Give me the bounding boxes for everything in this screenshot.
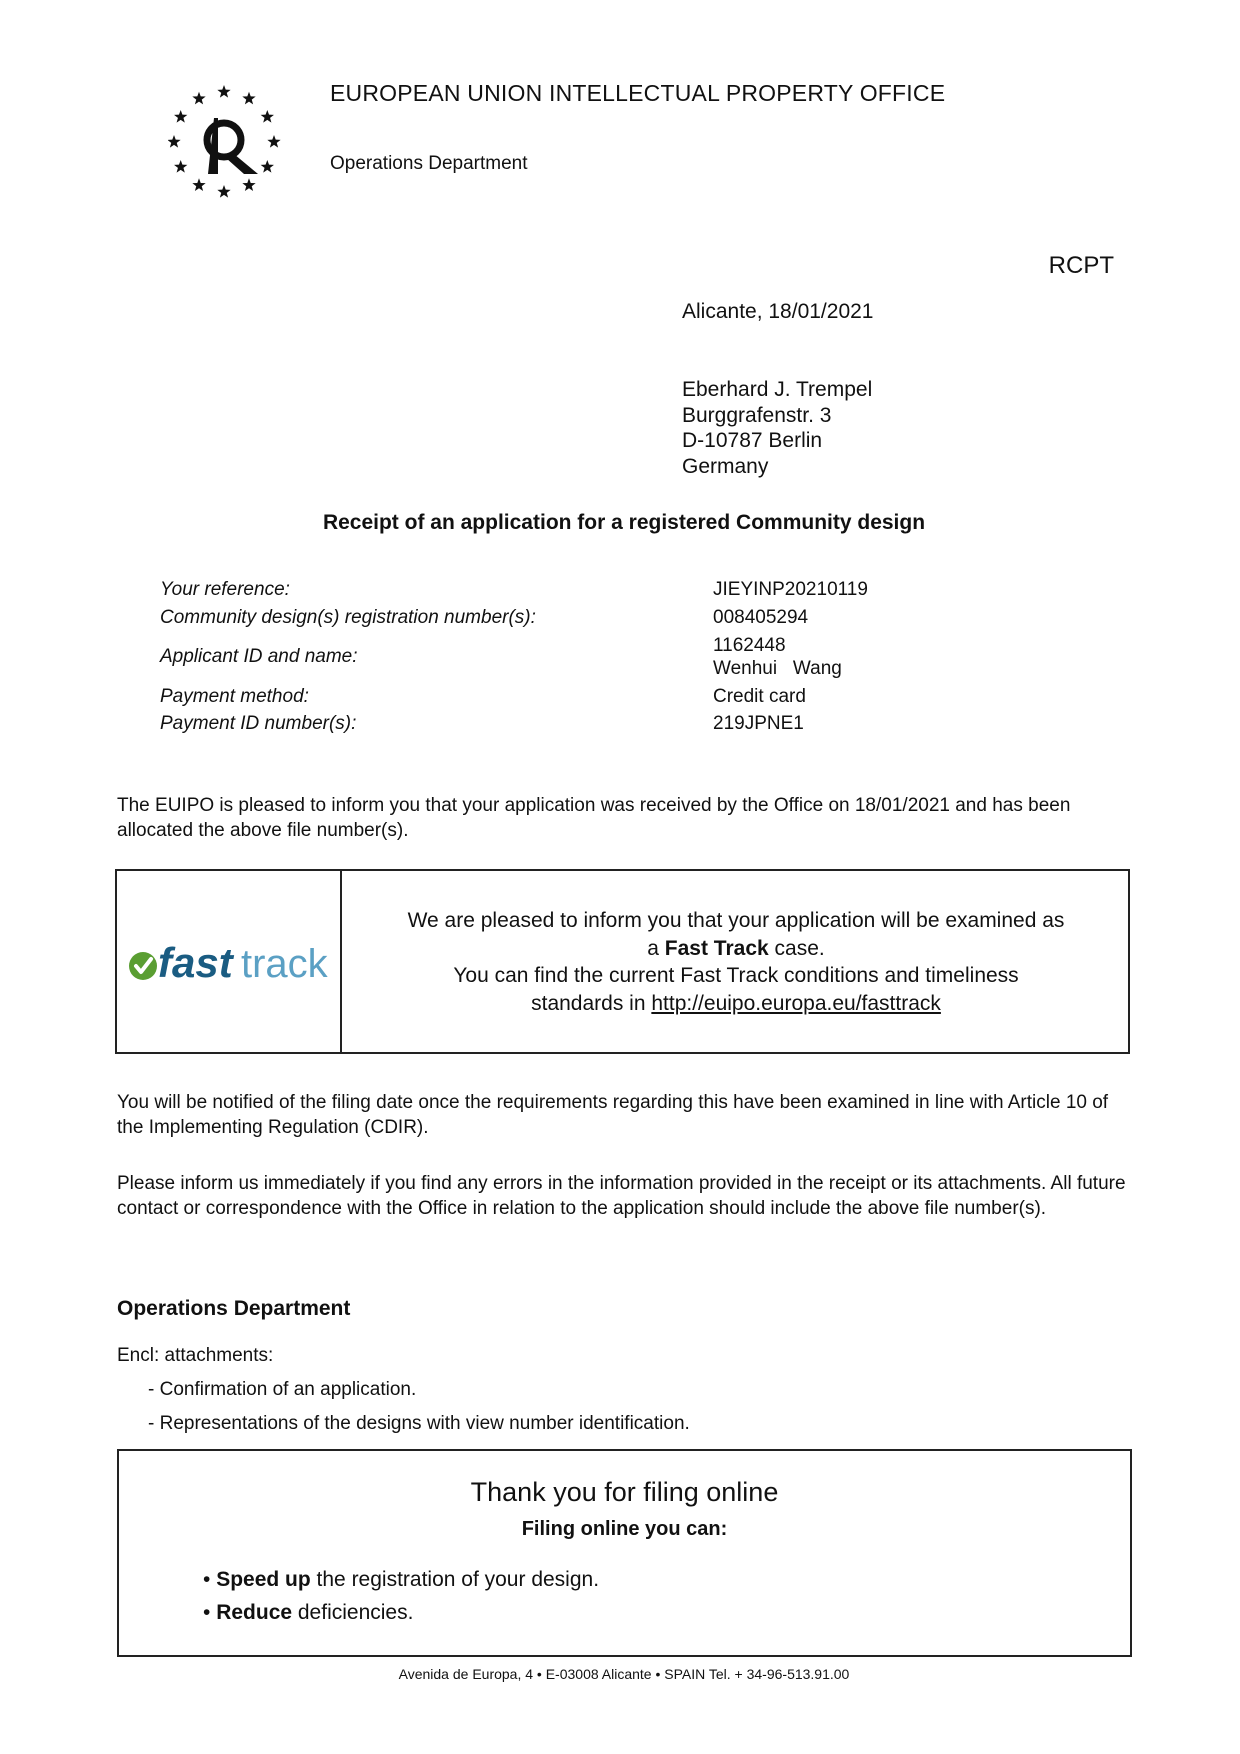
info-label-registration-number: Community design(s) registration number(s): [160, 607, 536, 628]
document-code: RCPT [1048, 252, 1114, 279]
info-value-payment-id: 219JPNE1 [713, 713, 804, 734]
star-icon [174, 160, 187, 173]
fast-word: fast [158, 939, 233, 986]
info-label-payment-id: Payment ID number(s): [160, 713, 357, 734]
star-icon [192, 92, 205, 105]
thank-you-box [117, 1449, 1132, 1657]
info-label-applicant: Applicant ID and name: [160, 646, 358, 667]
recipient-address [682, 377, 872, 479]
star-icon [242, 92, 255, 105]
benefit-text: deficiencies. [292, 1601, 414, 1624]
euipo-star-circle-logo-icon [168, 82, 298, 212]
receipt-title: Receipt of an application for a registered Community design [322, 511, 926, 534]
intro-paragraph: The EUIPO is pleased to inform you that your application was received by the Office on 18/01/2021 and has been allocated the above file number(s). [117, 795, 1071, 841]
info-label-reference: Your reference: [160, 579, 290, 600]
text-segment: standards in [531, 991, 652, 1015]
department-name: Operations Department [330, 153, 528, 174]
info-value-reference: JIEYINP20210119 [713, 579, 868, 600]
star-icon [242, 178, 255, 191]
star-icon [168, 135, 181, 148]
text-segment: a [647, 936, 665, 960]
fast-track-line: You can find the current Fast Track conditions and timeliness [453, 964, 1019, 987]
footer-address: Avenida de Europa, 4 • E-03008 Alicante • SPAIN Tel. + 34-96-513.91.00 [398, 1666, 850, 1682]
fast-track-line [354, 935, 1118, 963]
thank-you-subtitle: Filing online you can: [521, 1518, 728, 1540]
office-name: EUROPEAN UNION INTELLECTUAL PROPERTY OFFICE [330, 80, 946, 106]
benefit-bullet: • Reduce deficiencies. [203, 1601, 414, 1624]
info-label-payment-method: Payment method: [160, 686, 309, 707]
fast-track-line [354, 990, 1118, 1018]
fast-track-logo [127, 935, 331, 991]
benefit-bold: Speed up [216, 1568, 311, 1591]
errors-paragraph: Please inform us immediately if you find any errors in the information provided in the receipt or its attachments. All future contact or correspondence with the Office in relation to the application should include the above file number(s). [117, 1173, 1126, 1219]
star-icon [217, 85, 230, 98]
track-word: track [241, 942, 328, 986]
fast-track-message [354, 907, 1118, 1017]
enclosure-item: - Confirmation of an application. [148, 1379, 417, 1400]
text-segment: case. [768, 936, 825, 960]
star-icon [261, 160, 274, 173]
place-date: Alicante, 18/01/2021 [682, 300, 874, 323]
fast-track-link[interactable]: http://euipo.europa.eu/fasttrack [651, 991, 941, 1015]
address-line: Germany [682, 454, 769, 478]
fast-track-divider [340, 871, 342, 1052]
filing-date-paragraph: You will be notified of the filing date once the requirements regarding this have been examined in line with Article 10 of the Implementing Regulation (CDIR). [117, 1092, 1109, 1138]
enclosures-title: Encl: attachments: [117, 1345, 274, 1366]
star-icon [261, 110, 274, 123]
benefit-text: the registration of your design. [310, 1568, 600, 1591]
address-line: Eberhard J. Trempel [682, 378, 873, 401]
info-value-applicant: 1162448 Wenhui Wang [713, 635, 842, 679]
enclosure-item: - Representations of the designs with view number identification. [148, 1413, 690, 1434]
benefit-bullet: • Speed up the registration of your design. [203, 1568, 600, 1591]
address-line: D-10787 Berlin [682, 429, 823, 452]
fast-track-emphasis: Fast Track [664, 936, 769, 960]
signature-department: Operations Department [117, 1297, 351, 1320]
info-value-payment-method: Credit card [713, 686, 806, 707]
star-icon [174, 110, 187, 123]
benefit-bold: Reduce [216, 1601, 293, 1624]
check-circle-icon [129, 952, 157, 980]
fast-track-line: We are pleased to inform you that your application will be examined as [407, 909, 1065, 932]
fast-track-box [115, 869, 1130, 1054]
address-line: Burggrafenstr. 3 [682, 403, 832, 427]
star-icon [217, 185, 230, 198]
star-icon [267, 135, 280, 148]
star-icon [192, 178, 205, 191]
thank-you-title: Thank you for filing online [470, 1477, 779, 1507]
info-value-registration-number: 008405294 [713, 607, 809, 628]
